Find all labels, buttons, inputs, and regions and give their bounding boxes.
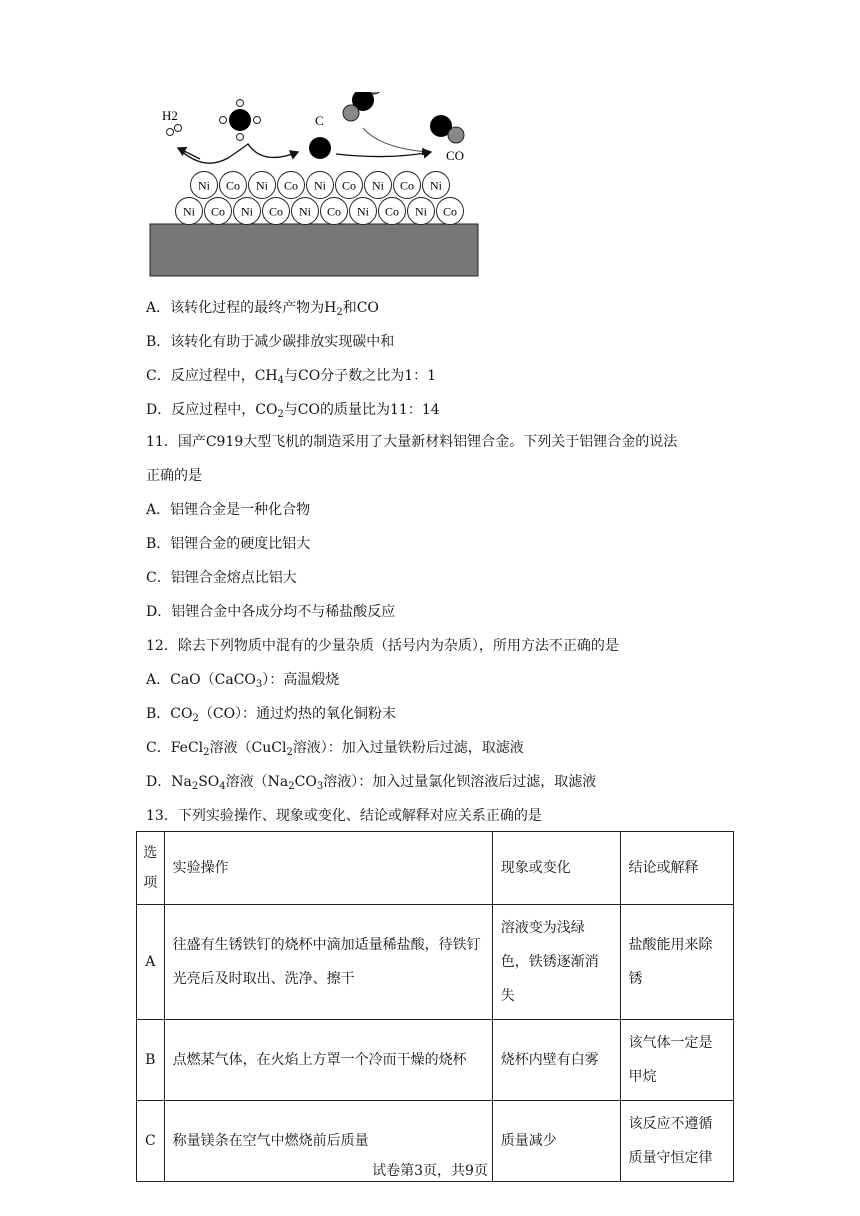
row-conclusion: 盐酸能用来除锈 xyxy=(620,905,733,1020)
catalyst-atom-label: Ni xyxy=(241,204,253,219)
experiment-table xyxy=(136,831,734,1182)
row-label: B xyxy=(137,1020,165,1101)
catalyst-atom-label: Co xyxy=(225,178,241,193)
q10-option-a: A．该转化过程的最终产物为$H_2$和CO xyxy=(146,300,379,318)
catalyst-atom-label: Ni xyxy=(183,204,195,219)
question-13-stem: 13．下列实验操作、现象或变化、结论或解释对应关系正确的是 xyxy=(146,808,542,824)
q12-option-a: A．CaO（CaCO$_3$）：高温煅烧 xyxy=(146,672,340,690)
catalyst-atom-label: Co xyxy=(341,178,357,193)
catalyst-row-bottom xyxy=(176,198,464,225)
q10-option-d: D．反应过程中，$CO_2$与CO的质量比为11：14 xyxy=(146,402,440,420)
question-11-stem-line1: 11．国产C919大型飞机的制造采用了大量新材料铝锂合金。下列关于铝锂合金的说法 xyxy=(146,434,678,450)
catalyst-atom-label: Ni xyxy=(372,178,384,193)
catalyst-atom-label: Co xyxy=(268,204,284,219)
catalyst-atom-label: Co xyxy=(442,204,458,219)
catalyst-atom-label: Co xyxy=(399,178,415,193)
catalyst-atom-label: Co xyxy=(326,204,342,219)
q10-option-c: C．反应过程中，$CH_4$与CO分子数之比为1：1 xyxy=(146,368,437,386)
table-row xyxy=(137,1020,734,1101)
catalyst-atom-label: Ni xyxy=(415,204,427,219)
split-arrow xyxy=(178,144,298,163)
row-label: C xyxy=(137,1101,165,1182)
co-molecule xyxy=(430,115,464,143)
h2-label: H2 xyxy=(162,108,178,123)
co2-to-co-arrow xyxy=(363,128,428,152)
q12-option-b: B．$CO_2(CO)$：通过灼热的氧化铜粉末 xyxy=(146,706,397,724)
row-phenomenon: 溶液变为浅绿色，铁锈逐渐消失 xyxy=(492,905,620,1020)
catalyst-atom-label: Ni xyxy=(314,178,326,193)
page-footer: 试卷第3页，共9页 xyxy=(372,1163,488,1179)
co2-molecule xyxy=(343,92,382,121)
question-11-stem-line2: 正确的是 xyxy=(146,468,202,484)
catalyst-atom-label: Ni xyxy=(198,178,210,193)
q12-option-d: D．$Na_2SO_4$溶液（$Na_2CO_3$溶液）：加入过量氯化钡溶液后过滤，取滤液 xyxy=(146,774,597,792)
q12-option-c: C．FeCl$_2$溶液（CuCl$_2$溶液）：加入过量铁粉后过滤，取滤液 xyxy=(146,740,524,758)
c-to-co-arrow xyxy=(336,152,431,157)
substrate-block xyxy=(150,224,478,276)
q11-option-d: D．铝锂合金中各成分均不与稀盐酸反应 xyxy=(146,604,396,620)
catalyst-atom-label: Ni xyxy=(299,204,311,219)
carbon-atom xyxy=(309,137,331,159)
table-row xyxy=(137,905,734,1020)
catalyst-atom-label: Co xyxy=(283,178,299,193)
row-phenomenon: 质量减少 xyxy=(492,1101,620,1182)
header-option: 选项 xyxy=(137,832,165,905)
reaction-diagram xyxy=(148,92,488,282)
row-operation: 称量镁条在空气中燃烧前后质量 xyxy=(164,1101,492,1182)
row-phenomenon: 烧杯内壁有白雾 xyxy=(492,1020,620,1101)
row-conclusion: 该反应不遵循质量守恒定律 xyxy=(620,1101,733,1182)
row-conclusion: 该气体一定是甲烷 xyxy=(620,1020,733,1101)
catalyst-atom-label: Ni xyxy=(357,204,369,219)
row-operation: 点燃某气体，在火焰上方罩一个冷而干燥的烧杯 xyxy=(164,1020,492,1101)
header-operation: 实验操作 xyxy=(164,832,492,905)
c-label: C xyxy=(315,113,324,128)
row-operation: 往盛有生锈铁钉的烧杯中滴加适量稀盐酸，待铁钉光亮后及时取出、洗净、擦干 xyxy=(164,905,492,1020)
catalyst-atom-label: Co xyxy=(384,204,400,219)
q10-option-b: B．该转化有助于减少碳排放实现碳中和 xyxy=(146,334,395,350)
co-label: CO xyxy=(446,148,465,163)
methane-molecule xyxy=(220,100,261,141)
table-header-row xyxy=(137,832,734,905)
catalyst-atom-label: Ni xyxy=(430,178,442,193)
header-phenomenon: 现象或变化 xyxy=(492,832,620,905)
q11-option-a: A．铝锂合金是一种化合物 xyxy=(146,502,311,518)
q11-option-b: B．铝锂合金的硬度比铝大 xyxy=(146,536,311,552)
header-conclusion: 结论或解释 xyxy=(620,832,733,905)
catalyst-row-top xyxy=(191,172,450,199)
question-12-stem: 12．除去下列物质中混有的少量杂质（括号内为杂质），所用方法不正确的是 xyxy=(146,638,619,654)
catalyst-atom-label: Ni xyxy=(256,178,268,193)
row-label: A xyxy=(137,905,165,1020)
catalyst-atom-label: Co xyxy=(210,204,226,219)
q11-option-c: C．铝锂合金熔点比铝大 xyxy=(146,570,297,586)
